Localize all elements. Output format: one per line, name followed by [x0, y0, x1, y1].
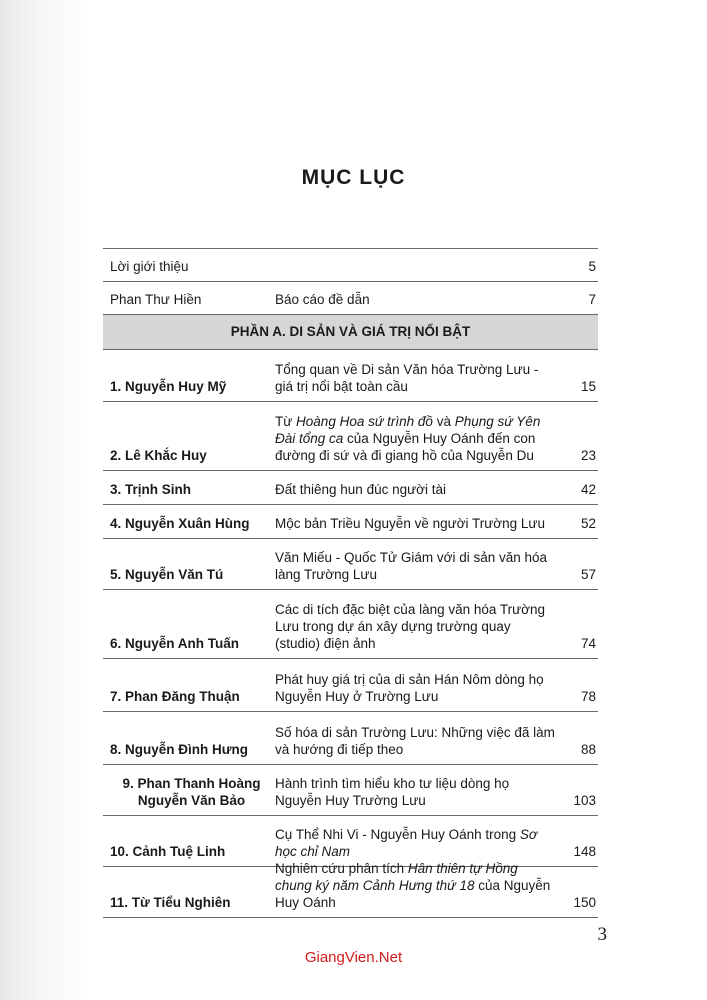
toc-title: Báo cáo đề dẫn — [275, 292, 370, 307]
toc-page-number: 15 — [580, 379, 596, 394]
title-italic: Hoàng Hoa sứ trình đồ — [296, 414, 433, 429]
toc-page-number: 148 — [573, 844, 596, 859]
toc-author: 5. Nguyễn Văn Tú — [110, 567, 224, 582]
toc-title: Lời giới thiệu — [110, 259, 189, 274]
title-text: của Nguyễn Huy Oánh đến con đường đi sứ và đi giang hồ của Nguyễn Du — [275, 431, 536, 463]
toc-row — [103, 504, 598, 538]
toc-row — [103, 470, 598, 504]
toc-title — [273, 856, 562, 917]
toc-title: Văn Miếu - Quốc Tử Giám với di sản văn hóa làng Trường Lưu — [275, 550, 548, 582]
toc-row — [103, 764, 598, 815]
toc-row — [103, 861, 598, 918]
toc-page-number: 150 — [573, 895, 596, 910]
page-title: MỤC LỤC — [301, 166, 406, 189]
toc-row — [103, 658, 598, 711]
toc-page-number: 7 — [588, 292, 596, 307]
toc-title: Hành trình tìm hiểu kho tư liệu dòng họ Nguyễn Huy Trường Lưu — [275, 776, 510, 808]
toc-row — [103, 589, 598, 658]
toc-title — [273, 409, 562, 470]
toc-title: Tổng quan về Di sản Văn hóa Trường Lưu - giá trị nổi bật toàn cầu — [275, 362, 539, 394]
toc-page-number: 42 — [580, 482, 596, 497]
toc-author: 7. Phan Đăng Thuận — [110, 689, 240, 704]
toc-author: 4. Nguyễn Xuân Hùng — [110, 516, 250, 531]
toc-row — [103, 538, 598, 589]
toc-row — [103, 711, 598, 764]
toc-row-intro — [103, 248, 598, 281]
toc-page-number: 78 — [580, 689, 596, 704]
author-line: 9. Phan Thanh Hoàng — [122, 776, 261, 791]
toc-row-preface — [103, 281, 598, 314]
toc-author: 11. Từ Tiểu Nghiên — [110, 895, 231, 910]
toc-page-number: 23 — [580, 448, 596, 463]
toc-author: 10. Cảnh Tuệ Linh — [110, 844, 226, 859]
watermark: GiangVien.Net — [304, 949, 403, 966]
title-text: Nghiên cứu phân tích — [275, 861, 408, 876]
toc-author: Phan Thư Hiền — [110, 292, 202, 307]
toc-row — [103, 401, 598, 470]
toc-page-number: 103 — [573, 793, 596, 808]
toc-author: 1. Nguyễn Huy Mỹ — [110, 379, 227, 394]
toc-page-number: 74 — [580, 636, 596, 651]
toc-title: Các di tích đặc biệt của làng văn hóa Trường Lưu trong dự án xây dựng trường quay (studio) điện ảnh — [275, 602, 546, 651]
toc-title: Đất thiêng hun đúc người tài — [275, 482, 446, 497]
toc-title: Phát huy giá trị của di sản Hán Nôm dòng họ Nguyễn Huy ở Trường Lưu — [275, 672, 544, 704]
title-text: của Nguyễn Huy Oánh — [275, 878, 551, 910]
title-italic: Phụng sứ Yên Đài tổng ca — [275, 414, 541, 446]
title-text: và — [432, 414, 455, 429]
toc-author: 2. Lê Khắc Huy — [110, 448, 207, 463]
toc-title: Số hóa di sản Trường Lưu: Những việc đã làm và hướng đi tiếp theo — [275, 725, 555, 757]
toc-row — [103, 349, 598, 401]
table-of-contents — [103, 248, 598, 918]
toc-author: 3. Trịnh Sinh — [110, 482, 192, 497]
title-italic: Hân thiên tự Hồng chung ký năm Cảnh Hưng thứ 18 — [275, 861, 518, 893]
author-line: Nguyễn Văn Bảo — [137, 793, 246, 808]
title-text: Cụ Thể Nhi Vi - Nguyễn Huy Oánh trong — [275, 827, 520, 842]
section-heading: PHẦN A. DI SẢN VÀ GIÁ TRỊ NỔI BẬT — [103, 314, 598, 349]
toc-page-number: 57 — [580, 567, 596, 582]
toc-author: 6. Nguyễn Anh Tuấn — [110, 636, 240, 651]
toc-page-number: 52 — [580, 516, 596, 531]
title-text: Từ — [275, 414, 297, 429]
toc-author — [103, 775, 273, 815]
toc-page-number: 5 — [588, 259, 596, 274]
toc-page-number: 88 — [580, 742, 596, 757]
toc-title: Mộc bản Triều Nguyễn về người Trường Lưu — [275, 516, 545, 531]
toc-author: 8. Nguyễn Đình Hưng — [110, 742, 249, 757]
page-number: 3 — [597, 924, 607, 945]
title-italic: Sơ học chỉ Nam — [275, 827, 538, 859]
